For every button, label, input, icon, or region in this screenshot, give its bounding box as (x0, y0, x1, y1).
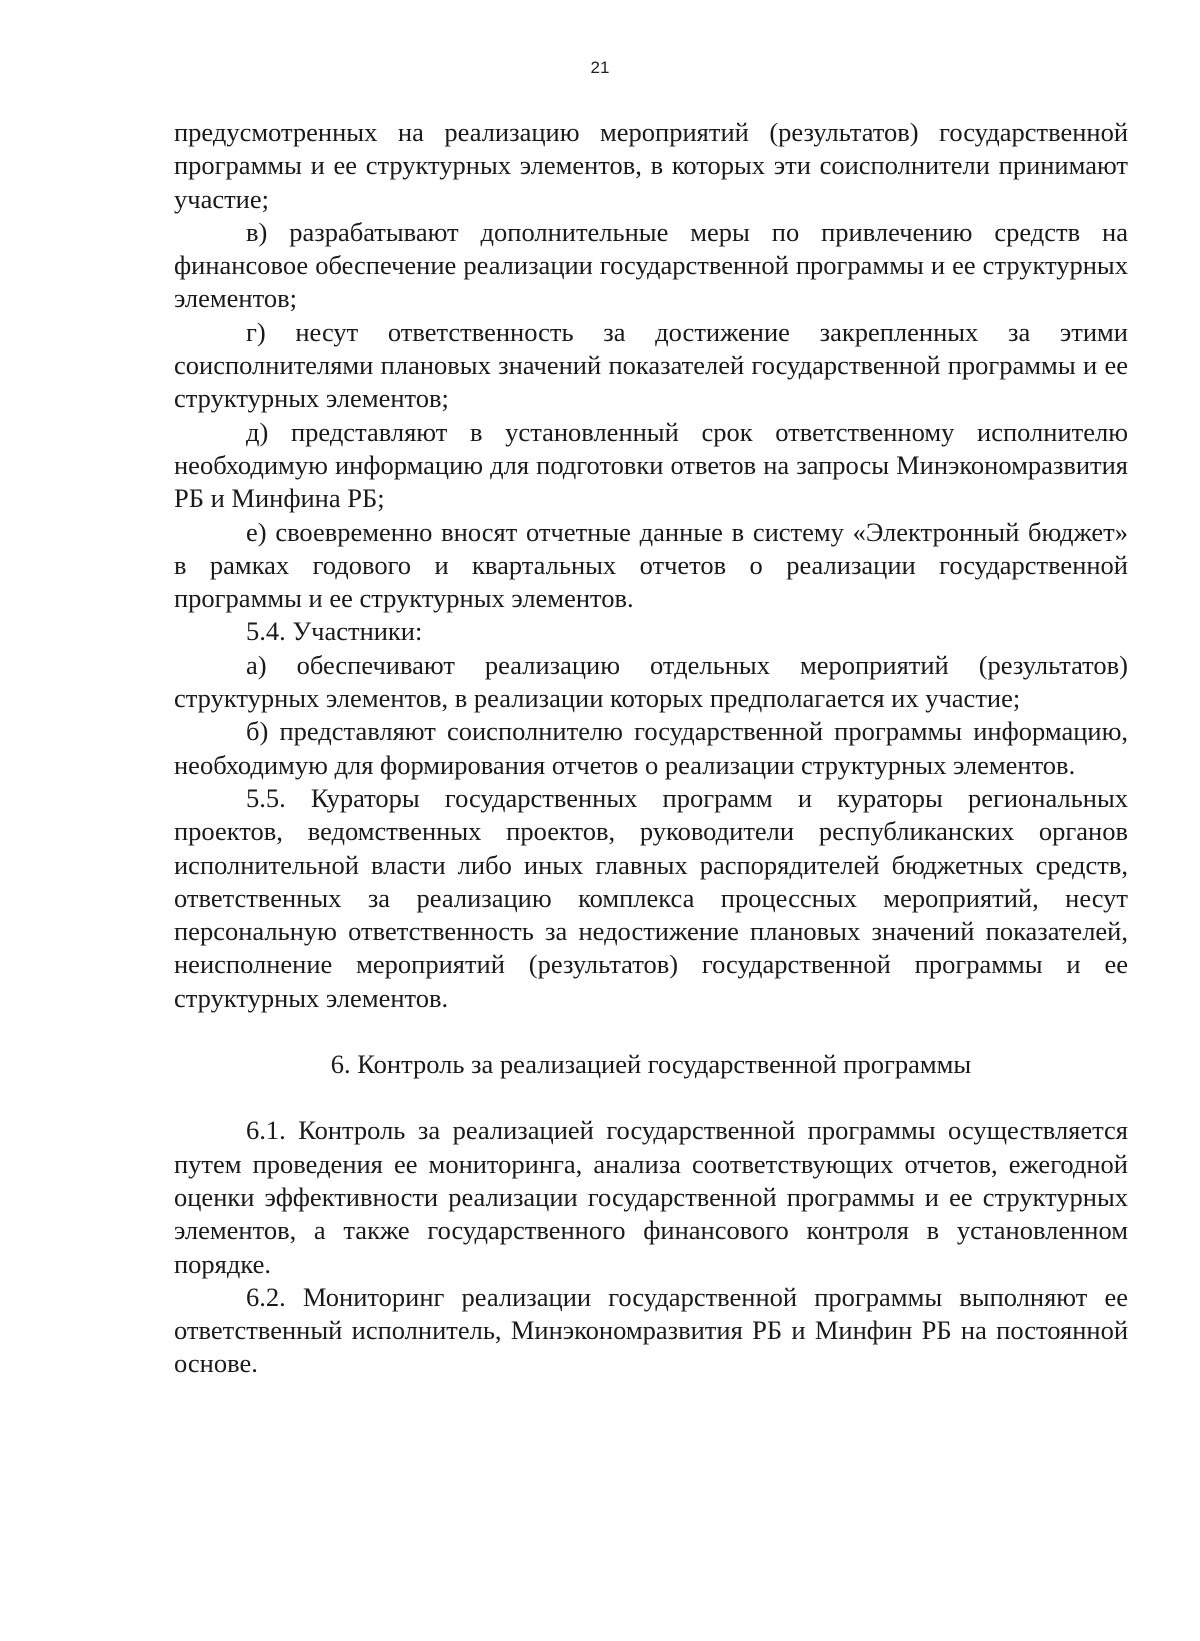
section-heading: 6. Контроль за реализацией государственной программы (330, 1049, 972, 1080)
paragraph-6-1: 6.1. Контроль за реализацией государственной программы осуществляется путем проведения ее мониторинга, анализа соответствующих отчетов, ежегодной оценки эффективности реализации государственной программы и ее структурных элементов, а также государственного финансового контроля в установленном порядке. (174, 1115, 1128, 1279)
paragraph-5-4-heading: 5.4. Участники: (246, 616, 423, 647)
paragraph-6-2: 6.2. Мониторинг реализации государственной программы выполняют ее ответственный исполнитель, Минэкономразвития РБ и Минфин РБ на постоянной основе. (174, 1281, 1128, 1379)
paragraph-continuation: предусмотренных на реализацию мероприятий (результатов) государственной программы и ее структурных элементов, в которых эти соисполнители принимают участие; (174, 117, 1128, 214)
paragraph-item-g: г) несут ответственность за достижение закрепленных за этими соисполнителями плановых значений показателей государственной программы и ее структурных элементов; (174, 316, 1128, 414)
paragraph-item-d: д) представляют в установленный срок ответственному исполнителю необходимую информацию для подготовки ответов на запросы Минэкономразвития РБ и Минфина РБ; (174, 416, 1128, 514)
paragraph-5-5: 5.5. Кураторы государственных программ и кураторы региональных проектов, ведомственных проектов, руководители республиканских органов исполнительной власти либо иных главных распорядителей бюджетных средств, ответственных за реализацию комплекса процессных мероприятий, несут персональную ответственность за недостижение плановых значений показателей, неисполнение мероприятий (результатов) государственной программы и ее структурных элементов. (174, 782, 1128, 1013)
document-body (174, 116, 1128, 1381)
paragraph-item-b: б) представляют соисполнителю государственной программы информацию, необходимую для формирования отчетов о реализации структурных элементов. (174, 716, 1128, 780)
paragraph-item-v: в) разрабатывают дополнительные меры по привлечению средств на финансовое обеспечение реализации государственной программы и ее структурных элементов; (174, 216, 1128, 314)
paragraph-item-e: е) своевременно вносят отчетные данные в систему «Электронный бюджет» в рамках годового и квартальных отчетов о реализации государственной программы и ее структурных элементов. (174, 516, 1128, 614)
spacer (174, 1081, 1128, 1114)
paragraph-item-a: а) обеспечивают реализацию отдельных мероприятий (результатов) структурных элементов, в реализации которых предполагается их участие; (174, 649, 1128, 714)
spacer (174, 1015, 1128, 1048)
page-number: 21 (590, 58, 610, 77)
